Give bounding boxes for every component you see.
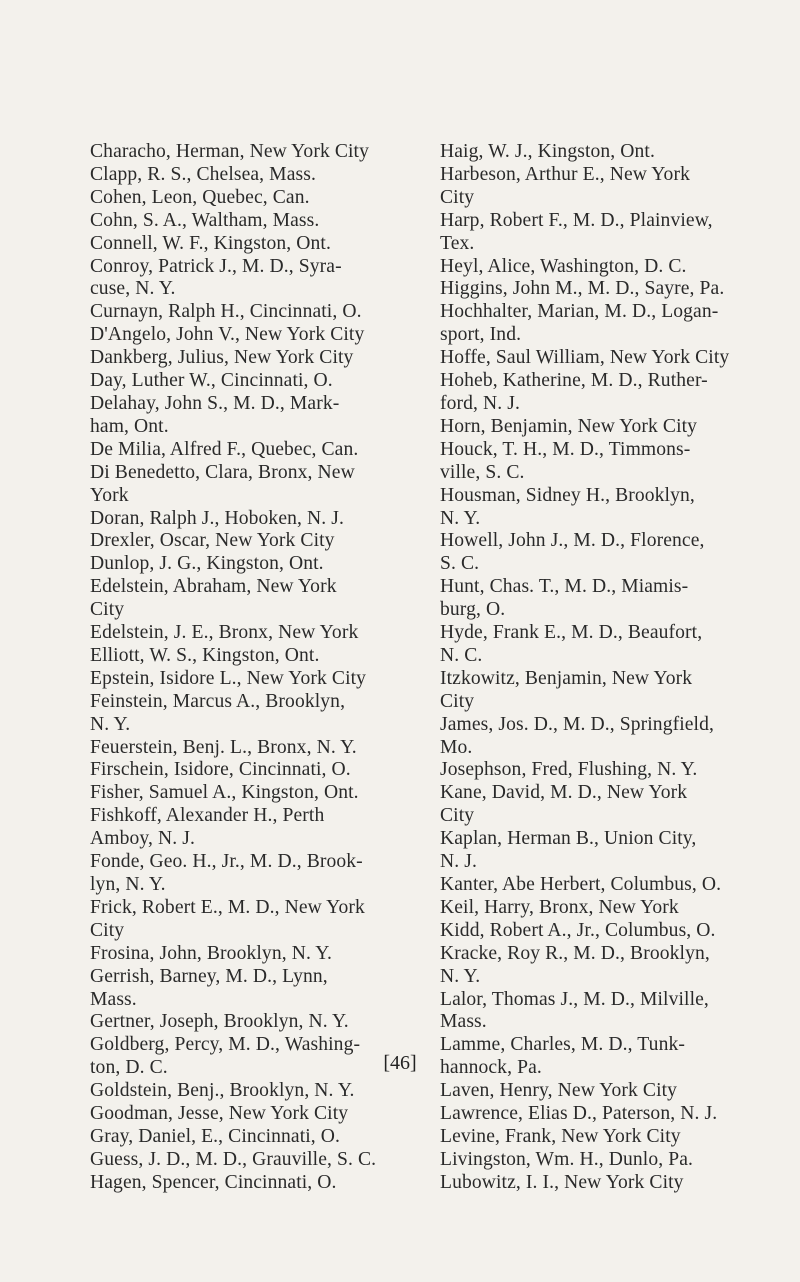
directory-entry — [440, 943, 758, 989]
directory-entry — [440, 439, 758, 485]
entry-line: Fisher, Samuel A., Kingston, Ont. — [90, 782, 359, 804]
directory-entry — [440, 164, 758, 210]
directory-entry — [90, 782, 408, 805]
right-column — [440, 141, 758, 1195]
directory-entry — [440, 210, 758, 256]
entry-continuation-line: Mo. — [440, 736, 473, 758]
entry-line: Hyde, Frank E., M. D., Beaufort, — [440, 622, 703, 644]
directory-entry — [440, 1103, 758, 1126]
entry-line: Conroy, Patrick J., M. D., Syra- — [90, 255, 342, 277]
entry-line: Gray, Daniel, E., Cincinnati, O. — [90, 1125, 341, 1147]
entry-line: Gerrish, Barney, M. D., Lynn, — [90, 965, 328, 987]
entry-line: Howell, John J., M. D., Florence, — [440, 530, 705, 552]
entry-line: Lawrence, Elias D., Paterson, N. J. — [440, 1103, 718, 1125]
directory-entry — [90, 164, 408, 187]
directory-entry — [90, 645, 408, 668]
entry-continuation-line: N. Y. — [440, 507, 481, 529]
directory-entry — [90, 141, 408, 164]
entry-line: Edelstein, J. E., Bronx, New York — [90, 622, 359, 644]
directory-entry — [90, 943, 408, 966]
directory-entry — [90, 1080, 408, 1103]
entry-continuation-line: York — [90, 484, 129, 506]
directory-entry — [90, 668, 408, 691]
entry-line: Kracke, Roy R., M. D., Brooklyn, — [440, 942, 710, 964]
directory-entry — [90, 576, 408, 622]
entry-line: Hagen, Spencer, Cincinnati, O. — [90, 1171, 337, 1193]
directory-entry — [440, 301, 758, 347]
entry-line: Hochhalter, Marian, M. D., Logan- — [440, 301, 719, 323]
directory-entry — [440, 622, 758, 668]
directory-entry — [90, 530, 408, 553]
entry-line: Dankberg, Julius, New York City — [90, 347, 354, 369]
entry-line: Connell, W. F., Kingston, Ont. — [90, 232, 331, 254]
entry-line: Heyl, Alice, Washington, D. C. — [440, 255, 687, 277]
entry-line: Higgins, John M., M. D., Sayre, Pa. — [440, 278, 725, 300]
directory-entry — [440, 714, 758, 760]
directory-entry — [440, 141, 758, 164]
entry-line: Feuerstein, Benj. L., Bronx, N. Y. — [90, 736, 357, 758]
entry-line: Harp, Robert F., M. D., Plainview, — [440, 209, 713, 231]
entry-line: Drexler, Oscar, New York City — [90, 530, 335, 552]
entry-line: Horn, Benjamin, New York City — [440, 415, 698, 437]
entry-line: Goldstein, Benj., Brooklyn, N. Y. — [90, 1080, 355, 1102]
entry-line: Lalor, Thomas J., M. D., Milville, — [440, 988, 709, 1010]
entry-line: Itzkowitz, Benjamin, New York — [440, 667, 693, 689]
directory-entry — [90, 393, 408, 439]
directory-entry — [440, 874, 758, 897]
entry-continuation-line: City — [440, 186, 475, 208]
entry-line: Laven, Henry, New York City — [440, 1080, 678, 1102]
entry-line: Levine, Frank, New York City — [440, 1125, 681, 1147]
entry-continuation-line: Mass. — [90, 988, 137, 1010]
directory-entry — [90, 301, 408, 324]
entry-continuation-line: N. C. — [440, 644, 483, 666]
left-column — [90, 141, 408, 1195]
directory-entry — [90, 508, 408, 531]
entry-continuation-line: City — [440, 805, 475, 827]
directory-entry — [90, 553, 408, 576]
entry-line: Lubowitz, I. I., New York City — [440, 1171, 684, 1193]
entry-continuation-line: ford, N. J. — [440, 392, 521, 414]
entry-line: Kaplan, Herman B., Union City, — [440, 828, 697, 850]
directory-entry — [440, 989, 758, 1035]
directory-entry — [90, 347, 408, 370]
directory-entry — [90, 966, 408, 1012]
entry-continuation-line: Mass. — [440, 1011, 487, 1033]
entry-line: Kidd, Robert A., Jr., Columbus, O. — [440, 919, 716, 941]
entry-line: Hunt, Chas. T., M. D., Miamis- — [440, 576, 689, 598]
entry-line: Kane, David, M. D., New York — [440, 782, 688, 804]
entry-line: Fishkoff, Alexander H., Perth — [90, 805, 325, 827]
directory-entry — [440, 1126, 758, 1149]
entry-line: Doran, Ralph J., Hoboken, N. J. — [90, 507, 344, 529]
entry-line: Cohn, S. A., Waltham, Mass. — [90, 209, 320, 231]
entry-line: Clapp, R. S., Chelsea, Mass. — [90, 163, 316, 185]
entry-line: Edelstein, Abraham, New York — [90, 576, 337, 598]
entry-line: Dunlop, J. G., Kingston, Ont. — [90, 553, 324, 575]
entry-line: Hoffe, Saul William, New York City — [440, 347, 730, 369]
entry-line: Frosina, John, Brooklyn, N. Y. — [90, 942, 332, 964]
directory-entry — [90, 324, 408, 347]
entry-line: Goodman, Jesse, New York City — [90, 1103, 349, 1125]
directory-entry — [440, 759, 758, 782]
entry-line: De Milia, Alfred F., Quebec, Can. — [90, 438, 359, 460]
entry-continuation-line: hannock, Pa. — [440, 1057, 542, 1079]
entry-line: Firschein, Isidore, Cincinnati, O. — [90, 759, 351, 781]
entry-line: Frick, Robert E., M. D., New York — [90, 896, 365, 918]
directory-entry — [440, 576, 758, 622]
directory-entry — [90, 759, 408, 782]
entry-line: Epstein, Isidore L., New York City — [90, 667, 367, 689]
entry-line: Livingston, Wm. H., Dunlo, Pa. — [440, 1148, 694, 1170]
entry-continuation-line: ton, D. C. — [90, 1057, 168, 1079]
directory-entry — [440, 530, 758, 576]
entry-line: Housman, Sidney H., Brooklyn, — [440, 484, 695, 506]
directory-entry — [90, 1011, 408, 1034]
entry-line: Fonde, Geo. H., Jr., M. D., Brook- — [90, 851, 363, 873]
directory-entry — [440, 256, 758, 279]
entry-continuation-line: N. Y. — [90, 713, 131, 735]
entry-continuation-line: S. C. — [440, 553, 480, 575]
directory-entry — [90, 439, 408, 462]
directory-entry — [90, 851, 408, 897]
directory-entry — [90, 897, 408, 943]
directory-entry — [90, 1149, 408, 1172]
entry-continuation-line: City — [440, 690, 475, 712]
entry-continuation-line: City — [90, 919, 125, 941]
entry-line: Keil, Harry, Bronx, New York — [440, 896, 679, 918]
entry-continuation-line: sport, Ind. — [440, 324, 522, 346]
entry-line: James, Jos. D., M. D., Springfield, — [440, 713, 714, 735]
directory-entry — [440, 897, 758, 920]
directory-entry — [440, 485, 758, 531]
entry-continuation-line: ham, Ont. — [90, 415, 169, 437]
entry-line: Curnayn, Ralph H., Cincinnati, O. — [90, 301, 362, 323]
entry-line: Characho, Herman, New York City — [90, 141, 369, 162]
entry-line: Guess, J. D., M. D., Grauville, S. C. — [90, 1148, 377, 1170]
entry-continuation-line: City — [90, 599, 125, 621]
entry-line: Delahay, John S., M. D., Mark- — [90, 392, 340, 414]
directory-entry — [440, 1080, 758, 1103]
directory-entry — [90, 1172, 408, 1195]
directory-entry — [90, 210, 408, 233]
directory-entry — [440, 1172, 758, 1195]
entry-line: Kanter, Abe Herbert, Columbus, O. — [440, 874, 722, 895]
entry-line: Josephson, Fred, Flushing, N. Y. — [440, 759, 698, 781]
directory-entry — [440, 370, 758, 416]
entry-line: Haig, W. J., Kingston, Ont. — [440, 141, 655, 162]
directory-entry — [440, 828, 758, 874]
entry-line: Harbeson, Arthur E., New York — [440, 163, 690, 185]
entry-line: Elliott, W. S., Kingston, Ont. — [90, 644, 320, 666]
directory-entry — [440, 278, 758, 301]
directory-entry — [440, 416, 758, 439]
directory-entry — [90, 233, 408, 256]
entry-continuation-line: Tex. — [440, 232, 475, 254]
directory-entry — [440, 1149, 758, 1172]
directory-entry — [440, 347, 758, 370]
entry-continuation-line: cuse, N. Y. — [90, 278, 176, 300]
entry-continuation-line: lyn, N. Y. — [90, 874, 166, 895]
entry-line: Cohen, Leon, Quebec, Can. — [90, 186, 310, 208]
entry-continuation-line: burg, O. — [440, 599, 506, 621]
directory-entry — [90, 256, 408, 302]
directory-entry — [90, 1103, 408, 1126]
directory-entry — [90, 737, 408, 760]
directory-entry — [90, 462, 408, 508]
directory-entry — [90, 622, 408, 645]
entry-line: Goldberg, Percy, M. D., Washing- — [90, 1034, 361, 1056]
entry-line: Houck, T. H., M. D., Timmons- — [440, 438, 691, 460]
entry-line: Hoheb, Katherine, M. D., Ruther- — [440, 370, 708, 392]
entry-line: Lamme, Charles, M. D., Tunk- — [440, 1034, 685, 1056]
entry-continuation-line: ville, S. C. — [440, 461, 525, 483]
page-number: [46] — [383, 1052, 417, 1074]
entry-continuation-line: N. J. — [440, 851, 477, 873]
entry-line: Day, Luther W., Cincinnati, O. — [90, 370, 333, 392]
entry-continuation-line: N. Y. — [440, 965, 481, 987]
directory-entry — [90, 370, 408, 393]
entry-line: Di Benedetto, Clara, Bronx, New — [90, 461, 355, 483]
entry-line: Gertner, Joseph, Brooklyn, N. Y. — [90, 1011, 349, 1033]
directory-entry — [440, 920, 758, 943]
entry-line: D'Angelo, John V., New York City — [90, 324, 365, 346]
entry-continuation-line: Amboy, N. J. — [90, 828, 195, 850]
directory-entry — [440, 668, 758, 714]
directory-entry — [90, 187, 408, 210]
directory-entry — [90, 805, 408, 851]
directory-entry — [90, 1126, 408, 1149]
directory-entry — [440, 782, 758, 828]
entry-line: Feinstein, Marcus A., Brooklyn, — [90, 690, 346, 712]
directory-entry — [90, 691, 408, 737]
